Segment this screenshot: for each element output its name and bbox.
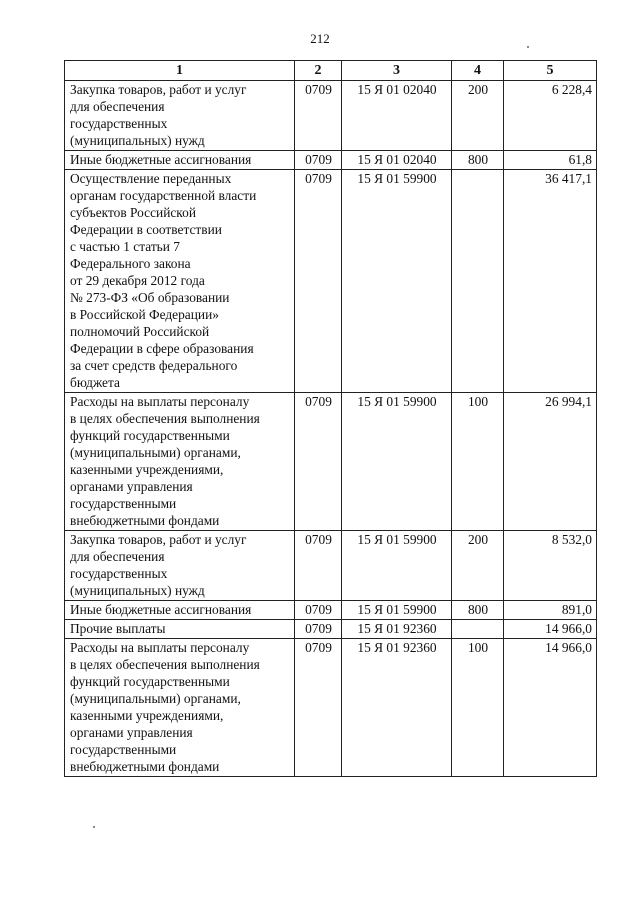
column-header: 4 (452, 61, 504, 81)
expense-name-cell: Расходы на выплаты персоналу в целях обеспечения выполнения функций государственными (муниципальными) органами, казенными учреждениями, органами управления государственными внебюджетными фондами (65, 393, 295, 531)
expense-type-cell: 100 (452, 639, 504, 777)
table-row (65, 393, 597, 531)
page-number: 212 (310, 31, 330, 46)
table-body (65, 81, 597, 777)
column-header: 3 (342, 61, 452, 81)
amount-cell: 891,0 (504, 601, 597, 620)
column-header: 2 (295, 61, 342, 81)
expense-name-cell: Закупка товаров, работ и услуг для обеспечения государственных (муниципальных) нужд (65, 531, 295, 601)
section-code-cell: 0709 (295, 531, 342, 601)
target-article-cell: 15 Я 01 59900 (342, 531, 452, 601)
expense-type-cell (452, 620, 504, 639)
table-row (65, 639, 597, 777)
expense-name-cell: Расходы на выплаты персоналу в целях обеспечения выполнения функций государственными (муниципальными) органами, казенными учреждениями, органами управления государственными внебюджетными фондами (65, 639, 295, 777)
scan-speck (93, 826, 95, 828)
expense-type-cell (452, 170, 504, 393)
target-article-cell: 15 Я 01 59900 (342, 601, 452, 620)
section-code-cell: 0709 (295, 151, 342, 170)
table-row (65, 151, 597, 170)
expense-name-cell: Прочие выплаты (65, 620, 295, 639)
expense-type-cell: 200 (452, 531, 504, 601)
amount-cell: 8 532,0 (504, 531, 597, 601)
section-code-cell: 0709 (295, 620, 342, 639)
amount-cell: 26 994,1 (504, 393, 597, 531)
target-article-cell: 15 Я 01 02040 (342, 151, 452, 170)
expense-name-cell: Закупка товаров, работ и услуг для обеспечения государственных (муниципальных) нужд (65, 81, 295, 151)
column-header: 1 (65, 61, 295, 81)
expense-type-cell: 800 (452, 601, 504, 620)
expense-type-cell: 100 (452, 393, 504, 531)
table-row (65, 620, 597, 639)
table-row (65, 81, 597, 151)
section-code-cell: 0709 (295, 601, 342, 620)
section-code-cell: 0709 (295, 639, 342, 777)
expense-name-cell: Иные бюджетные ассигнования (65, 151, 295, 170)
amount-cell: 14 966,0 (504, 639, 597, 777)
table-row (65, 531, 597, 601)
target-article-cell: 15 Я 01 59900 (342, 393, 452, 531)
target-article-cell: 15 Я 01 59900 (342, 170, 452, 393)
expense-name-cell: Иные бюджетные ассигнования (65, 601, 295, 620)
section-code-cell: 0709 (295, 393, 342, 531)
section-code-cell: 0709 (295, 81, 342, 151)
target-article-cell: 15 Я 01 92360 (342, 639, 452, 777)
column-header: 5 (504, 61, 597, 81)
expense-name-cell: Осуществление переданных органам государственной власти субъектов Российской Федерации в соответствии с частью 1 статьи 7 Федерального закона от 29 декабря 2012 года № 273-ФЗ «Об образовании в Российской Федерации» полномочий Российской Федерации в сфере образования за счет средств федерального бюджета (65, 170, 295, 393)
table-row (65, 170, 597, 393)
amount-cell: 14 966,0 (504, 620, 597, 639)
expense-type-cell: 200 (452, 81, 504, 151)
table-header-row (65, 61, 597, 81)
target-article-cell: 15 Я 01 92360 (342, 620, 452, 639)
amount-cell: 36 417,1 (504, 170, 597, 393)
table-row (65, 601, 597, 620)
budget-table (64, 60, 597, 777)
expense-type-cell: 800 (452, 151, 504, 170)
section-code-cell: 0709 (295, 170, 342, 393)
scan-speck (527, 46, 529, 48)
amount-cell: 61,8 (504, 151, 597, 170)
target-article-cell: 15 Я 01 02040 (342, 81, 452, 151)
amount-cell: 6 228,4 (504, 81, 597, 151)
